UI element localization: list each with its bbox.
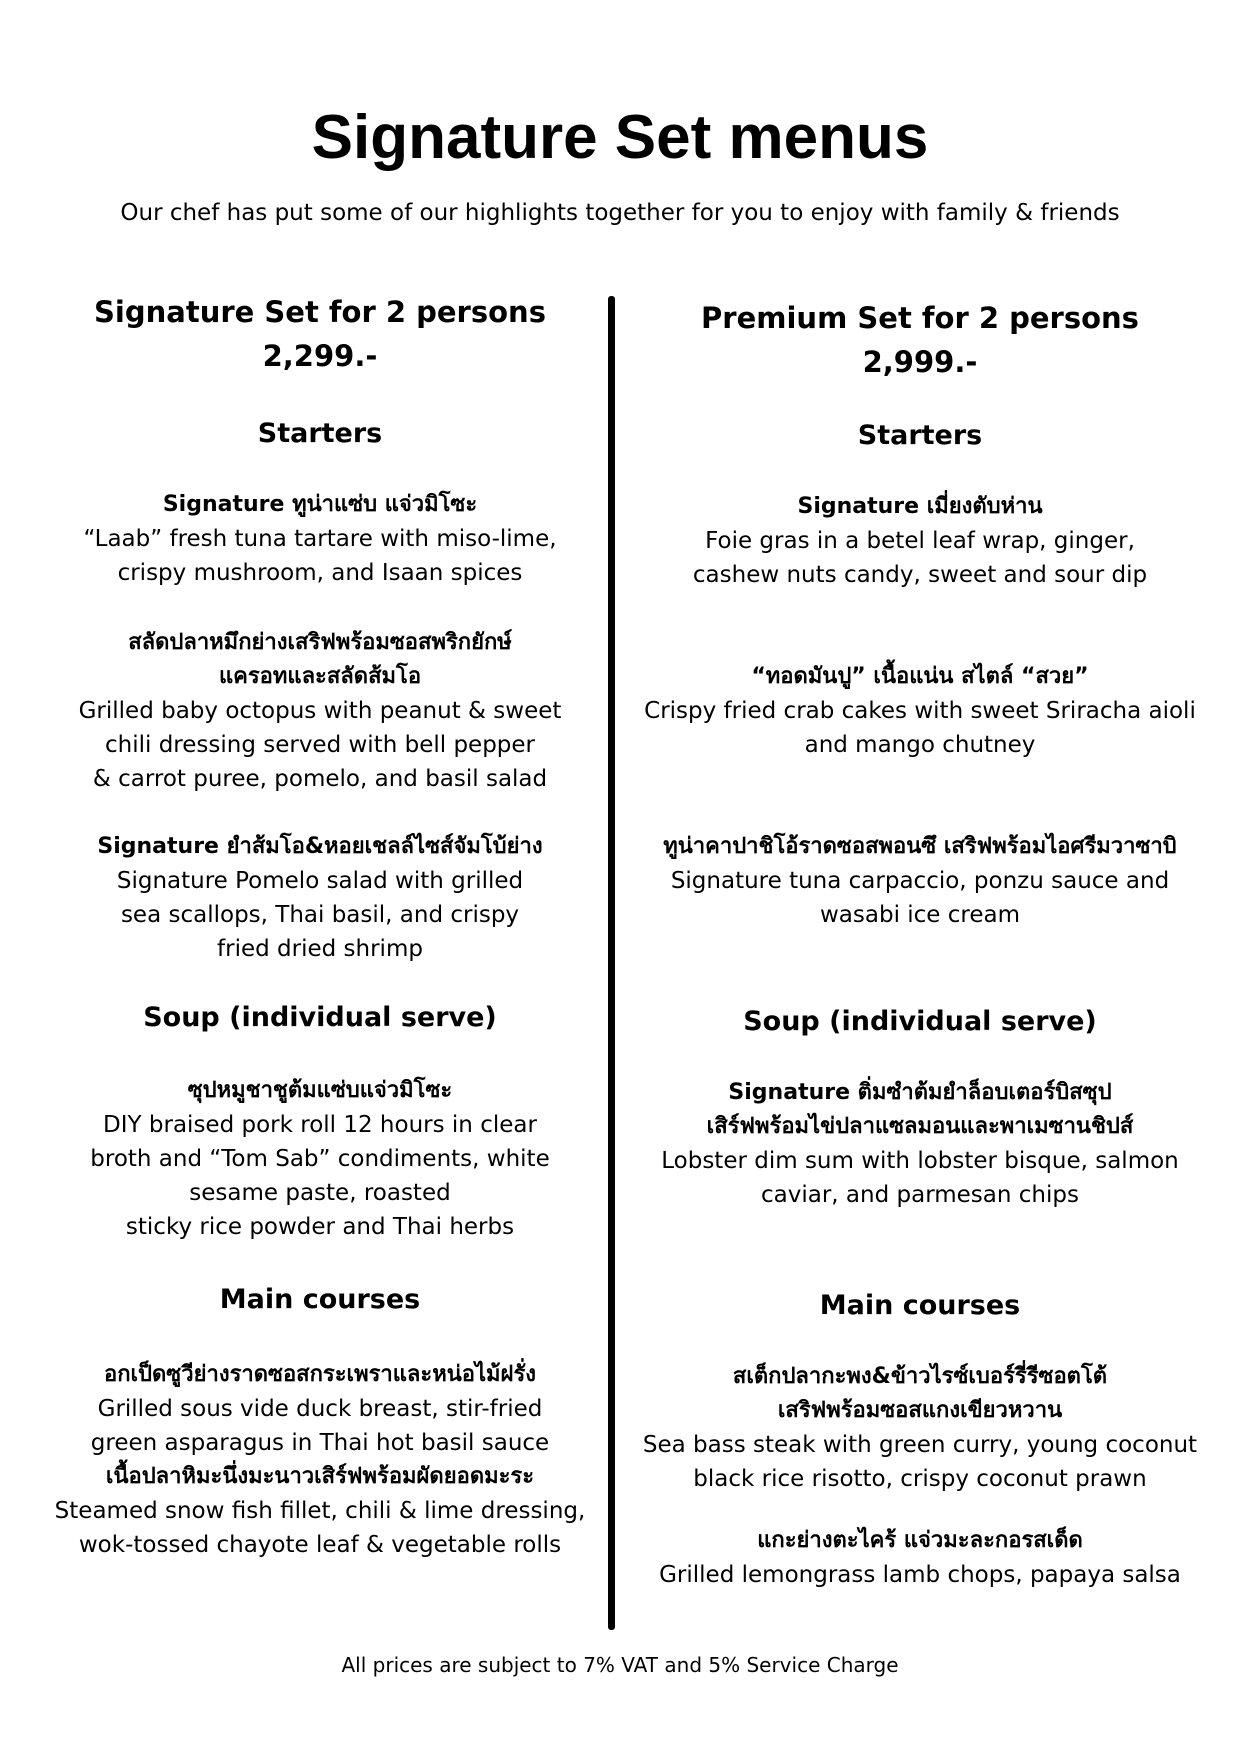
dish-description: Grilled lemongrass lamb chops, papaya salsa: [659, 1562, 1181, 1588]
dish-name: ทูน่าคาปาชิโอ้ราดซอสพอนซึ เสริฟพร้อมไอศรีมวาซาบิ: [663, 834, 1177, 859]
dish-description: Signature Pomelo salad with grilled sea scallops, Thai basil, and crispy fried dried shrimp: [116, 868, 524, 962]
page-title: Signature Set menus: [311, 103, 929, 172]
menu-item: [640, 1360, 1200, 1496]
menu-item: [40, 830, 600, 966]
column-divider: [608, 296, 615, 1630]
dish-name: “ทอดมันปู” เนื้อแน่น สไตล์ “สวย”: [751, 664, 1089, 689]
price-disclaimer: All prices are subject to 7% VAT and 5% Service Charge: [341, 1653, 899, 1677]
section-heading-soup: Soup (individual serve): [743, 1006, 1097, 1037]
dish-name: Signature ติ่มซำต้มยำล็อบเตอร์บิสซุป เสิร์ฟพร้อมไข่ปลาแซลมอนและพาเมซานชิปส์: [706, 1080, 1134, 1139]
menu-item: [640, 1524, 1200, 1592]
dish-name: สเต็กปลากะพง&ข้าวไรซ์เบอร์รี่รีซอตโต้ เสริฟพร้อมซอสแกงเขียวหวาน: [732, 1364, 1108, 1423]
dish-name: อกเป็ดซูวีย่างราดซอสกระเพราและหน่อไม้ฝรั่ง: [104, 1362, 536, 1387]
dish-description: Lobster dim sum with lobster bisque, salmon caviar, and parmesan chips: [661, 1148, 1179, 1208]
menu-item: [640, 660, 1200, 762]
dish-name: Signature ทูน่าแซ่บ แจ่วมิโซะ: [162, 492, 478, 517]
dish-description: DIY braised pork roll 12 hours in clear broth and “Tom Sab” condiments, white sesame paste, roasted sticky rice powder and Thai herbs: [90, 1112, 550, 1240]
dish-description: Grilled sous vide duck breast, stir-fried green asparagus in Thai hot basil sauce: [90, 1396, 550, 1456]
dish-name: แกะย่างตะไคร้ แจ่วมะละกอรสเด็ด: [757, 1528, 1083, 1553]
dish-description: “Laab” fresh tuna tartare with miso-lime, crispy mushroom, and Isaan spices: [83, 526, 557, 586]
dish-description: Foie gras in a betel leaf wrap, ginger, cashew nuts candy, sweet and sour dip: [692, 528, 1148, 588]
section-heading-soup: Soup (individual serve): [143, 1002, 497, 1033]
dish-name: Signature เมี่ยงตับห่าน: [797, 494, 1043, 519]
menu-item: [640, 490, 1200, 592]
dish-description: Crispy fried crab cakes with sweet Sriracha aioli and mango chutney: [644, 698, 1196, 758]
dish-name: สลัดปลาหมึกย่างเสริฟพร้อมซอสพริกยักษ์ แครอทและสลัดส้มโอ: [128, 630, 512, 689]
section-heading-main: Main courses: [219, 1284, 421, 1315]
section-heading-main: Main courses: [819, 1290, 1021, 1321]
set-price: 2,299.-: [262, 339, 378, 373]
dish-name: เนื้อปลาหิมะนึ่งมะนาวเสิร์ฟพร้อมผัดยอดมะระ: [105, 1464, 535, 1489]
menu-item: [40, 626, 600, 796]
dish-name: Signature ยำส้มโอ&หอยเชลล์ไซส์จัมโบ้ย่าง: [97, 834, 543, 859]
dish-description: Signature tuna carpaccio, ponzu sauce and wasabi ice cream: [670, 868, 1170, 928]
menu-item: [40, 1074, 600, 1244]
set-title: Signature Set for 2 persons: [94, 295, 546, 329]
section-heading-starters: Starters: [857, 420, 983, 451]
menu-item: [40, 1460, 600, 1562]
set-title: Premium Set for 2 persons: [701, 301, 1139, 335]
set-price: 2,999.-: [862, 345, 978, 379]
section-heading-starters: Starters: [257, 418, 383, 449]
page-subtitle: Our chef has put some of our highlights together for you to enjoy with family & friends: [120, 200, 1120, 226]
menu-item: [40, 488, 600, 590]
dish-description: Sea bass steak with green curry, young coconut black rice risotto, crispy coconut prawn: [642, 1432, 1198, 1492]
dish-description: Grilled baby octopus with peanut & sweet chili dressing served with bell pepper & carrot puree, pomelo, and basil salad: [78, 698, 562, 792]
menu-item: [640, 830, 1200, 932]
dish-name: ซุปหมูชาชูต้มแซ่บแจ่วมิโซะ: [187, 1078, 453, 1103]
menu-item: [40, 1358, 600, 1460]
dish-description: Steamed snow fish fillet, chili & lime dressing, wok-tossed chayote leaf & vegetable rolls: [54, 1498, 586, 1558]
menu-item: [640, 1076, 1200, 1212]
